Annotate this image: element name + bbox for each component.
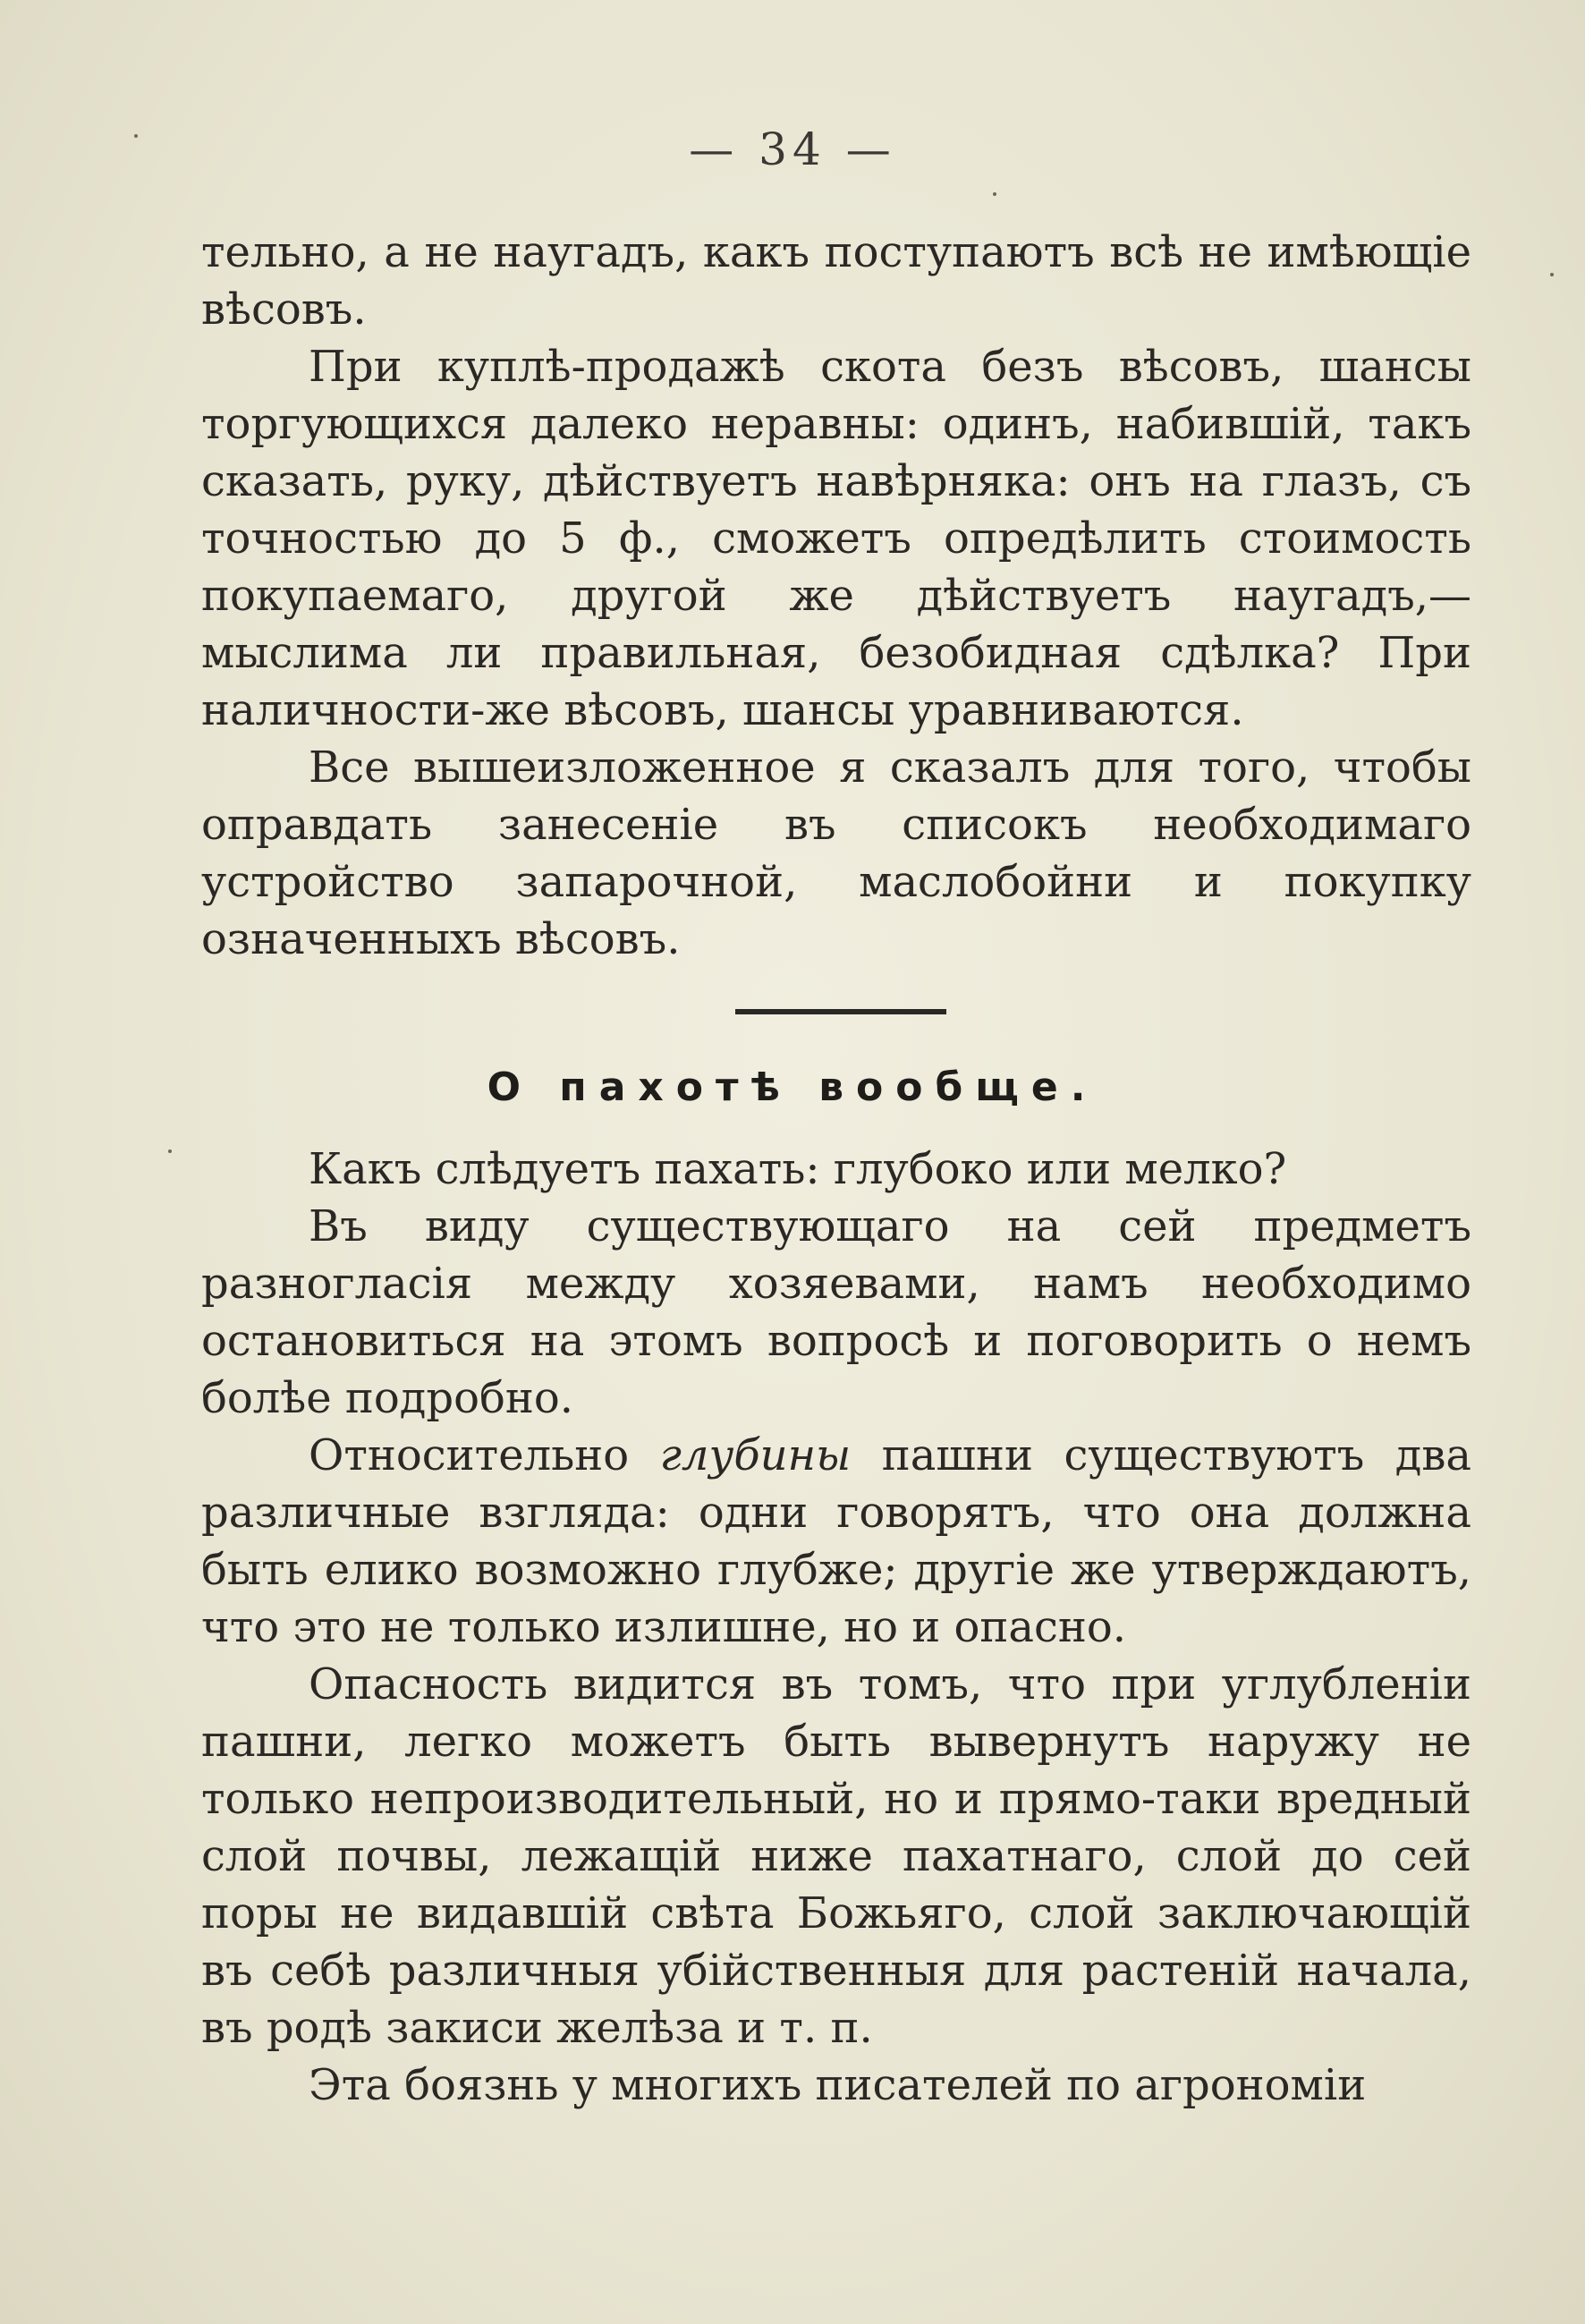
text-block-top [201, 224, 1471, 968]
depth-text-end: пашни существуютъ два различные взгляда: одни говорятъ, что она должна быть елико возможно глубже; другіе же утверждаютъ, что это не только излишне, но и опасно. [201, 1430, 1471, 1652]
paragraph-justification: Все вышеизложенное я сказалъ для того, чтобы оправдать занесеніе въ списокъ необходимаго устройство запарочной, маслобойни и покупку означенныхъ вѣсовъ. [201, 742, 1471, 964]
paragraph-disagreement: Въ виду существующаго на сей предметъ разногласія между хозяевами, намъ необходимо остановиться на этомъ вопросѣ и поговорить о немъ болѣе подробно. [201, 1201, 1471, 1423]
paragraph-scales-trade: При куплѣ-продажѣ скота безъ вѣсовъ, шансы торгующихся далеко неравны: одинъ, набившій, такъ сказать, руку, дѣйствуетъ навѣрняка: онъ на глазъ, съ точностью до 5 ф., сможетъ опредѣлить стоимость покупаемаго, другой же дѣйствуетъ наугадъ,—мыслима ли правильная, безобидная сдѣлка? При наличности-же вѣсовъ, шансы уравниваются. [201, 342, 1471, 735]
section-title: О пахотѣ вообще. [487, 1064, 1098, 1110]
depth-text-start: Относительно [309, 1430, 660, 1480]
print-speck [1550, 273, 1554, 276]
paragraph-continuation: тельно, а не наугадъ, какъ поступаютъ всѣ не имѣющіе вѣсовъ. [201, 227, 1471, 335]
text-block-bottom [201, 1141, 1471, 2114]
section-divider [735, 1009, 946, 1014]
paragraph-question: Какъ слѣдуетъ пахать: глубоко или мелко? [309, 1144, 1287, 1194]
depth-italic-word: глубины [659, 1430, 852, 1480]
paragraph-danger: Опасность видится въ томъ, что при углубленіи пашни, легко можетъ быть вывернутъ наружу не только непроизводительный, но и прямо-таки вредный слой почвы, лежащій ниже пахатнаго, слой до сей поры не видавшій свѣта Божьяго, слой заключающій въ себѣ различныя убійственныя для растеній начала, въ родѣ закиси желѣза и т. п. [201, 1659, 1471, 2053]
paragraph-fear: Эта боязнь у многихъ писателей по агрономіи [309, 2060, 1367, 2110]
print-speck [993, 192, 996, 196]
paragraph-depth [201, 1427, 1471, 1656]
print-speck [168, 1149, 172, 1153]
print-speck [134, 134, 138, 138]
page-number: — 34 — [689, 123, 896, 175]
